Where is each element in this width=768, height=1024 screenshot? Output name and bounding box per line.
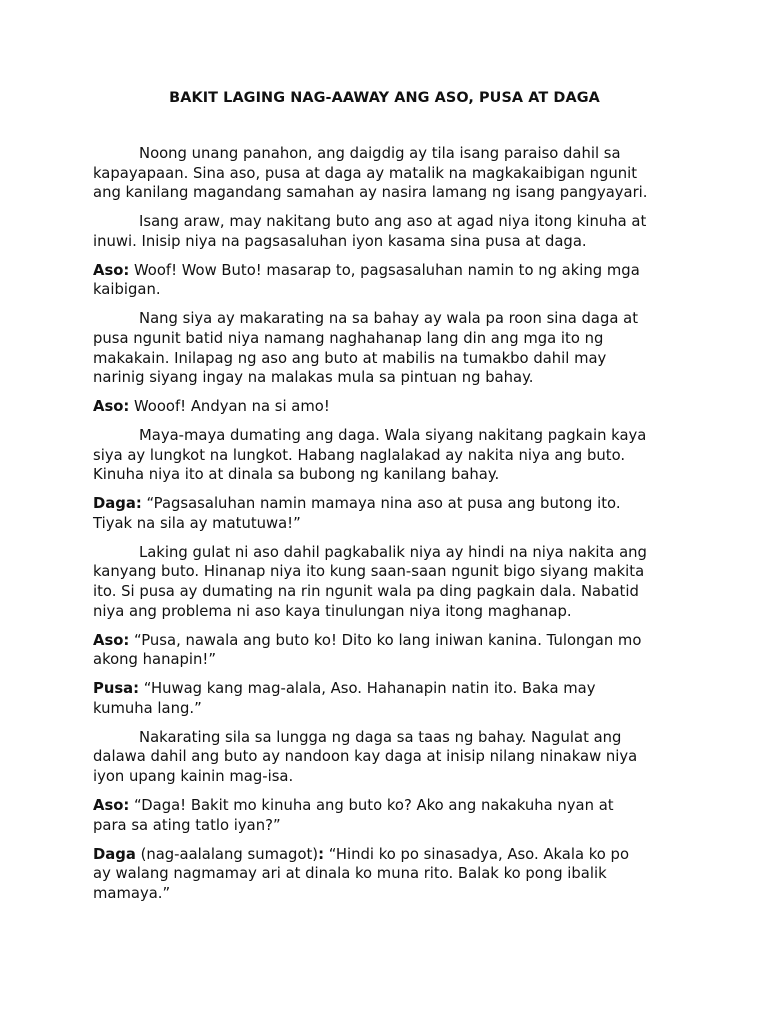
text-line: narinig siyang ingay na malakas mula sa pintuan ng bahay.: [93, 369, 534, 387]
text-line: dalawa dahil ang buto ay nandoon kay daga at inisip nilang ninakaw niya: [93, 748, 638, 766]
text-line: [93, 631, 676, 651]
dialogue-text: “Huwag kang mag-alala, Aso. Hahanapin natin ito. Baka may: [139, 680, 596, 698]
speaker-label: Aso:: [93, 261, 130, 279]
dialogue-paragraph: [93, 261, 676, 300]
dialogue-text: “Pagsasaluhan namin mamaya nina aso at pusa ang butong ito.: [141, 495, 621, 513]
text-line: Nakarating sila sa lungga ng daga sa taas ng bahay. Nagulat ang: [139, 728, 622, 746]
dialogue-paragraph: [93, 494, 676, 533]
speaker-label: Aso:: [93, 796, 130, 814]
text-line: [93, 679, 676, 699]
speaker-label: Daga: [93, 845, 136, 863]
narration-paragraph: [93, 543, 676, 621]
text-line: para sa ating tatlo iyan?”: [93, 816, 281, 834]
text-line: ang kanilang magandang samahan ay nasira lamang ng isang pangyayari.: [93, 184, 648, 202]
narration-paragraph: [93, 426, 676, 485]
text-line: kanyang buto. Hinanap niya ito kung saan-saan ngunit bigo siyang makita: [93, 563, 645, 581]
dialogue-text: Wooof! Andyan na si amo!: [129, 398, 330, 416]
speaker-label: Daga:: [93, 495, 142, 513]
dialogue-paragraph: [93, 845, 676, 904]
speaker-aside: (nag-aalalang sumagot): [135, 845, 319, 863]
text-line: [93, 397, 676, 417]
dialogue-paragraph: [93, 679, 676, 718]
dialogue-text: “Hindi ko po sinasadya, Aso. Akala ko po: [324, 845, 630, 863]
text-line: Laking gulat ni aso dahil pagkabalik niya ay hindi na niya nakita ang: [139, 543, 647, 561]
dialogue-paragraph: [93, 631, 676, 670]
narration-paragraph: [93, 212, 676, 251]
speaker-label: Aso:: [93, 398, 130, 416]
text-line: ay walang nagmamay ari at dinala ko muna rito. Balak ko pong ibalik: [93, 865, 607, 883]
text-line: Noong unang panahon, ang daigdig ay tila isang paraiso dahil sa: [139, 145, 621, 162]
text-line: inuwi. Inisip niya na pagsasaluhan iyon kasama sina pusa at daga.: [93, 232, 587, 250]
text-line: Tiyak na sila ay matutuwa!”: [93, 514, 301, 532]
dialogue-paragraph: [93, 796, 676, 835]
text-line: kaibigan.: [93, 281, 161, 299]
text-line: Maya-maya dumating ang daga. Wala siyang nakitang pagkain kaya: [139, 427, 647, 445]
narration-paragraph: [93, 144, 676, 203]
speaker-label: Aso:: [93, 631, 130, 649]
text-line: siya ay lungkot na lungkot. Habang naglalakad ay nakita niya ang buto.: [93, 446, 626, 464]
text-line: iyon upang kainin mag-isa.: [93, 767, 294, 785]
narration-paragraph: [93, 728, 676, 787]
text-line: pusa ngunit batid niya namang naghahanap lang din ang mga ito ng: [93, 329, 604, 347]
text-line: [93, 845, 676, 865]
speaker-label: Pusa:: [93, 680, 140, 698]
document-title: BAKIT LAGING NAG-AAWAY ANG ASO, PUSA AT DAGA: [169, 90, 600, 106]
dialogue-text: “Daga! Bakit mo kinuha ang buto ko? Ako ang nakakuha nyan at: [129, 796, 614, 814]
text-line: mamaya.”: [93, 884, 171, 902]
text-line: [93, 261, 676, 281]
text-line: [93, 796, 676, 816]
narration-paragraph: [93, 309, 676, 387]
text-line: Kinuha niya ito at dinala sa bubong ng kanilang bahay.: [93, 466, 500, 484]
text-line: Isang araw, may nakitang buto ang aso at agad niya itong kinuha at: [139, 213, 647, 231]
dialogue-text: “Pusa, nawala ang buto ko! Dito ko lang iniwan kanina. Tulongan mo: [129, 631, 642, 649]
text-line: kumuha lang.”: [93, 699, 202, 717]
text-line: kapayapaan. Sina aso, pusa at daga ay matalik na magkakaibigan ngunit: [93, 164, 638, 182]
text-line: makakain. Inilapag ng aso ang buto at mabilis na tumakbo dahil may: [93, 349, 607, 367]
speaker-colon: :: [318, 845, 324, 863]
text-line: ito. Si pusa ay dumating na rin ngunit wala pa ding pagkain dala. Nabatid: [93, 583, 639, 601]
text-line: [93, 494, 676, 514]
text-line: niya ang problema ni aso kaya tinulungan niya itong maghanap.: [93, 602, 572, 620]
dialogue-text: Woof! Wow Buto! masarap to, pagsasaluhan namin to ng aking mga: [129, 261, 640, 279]
dialogue-paragraph: [93, 397, 676, 417]
text-line: akong hanapin!”: [93, 651, 217, 669]
text-line: Nang siya ay makarating na sa bahay ay wala pa roon sina daga at: [139, 310, 639, 328]
